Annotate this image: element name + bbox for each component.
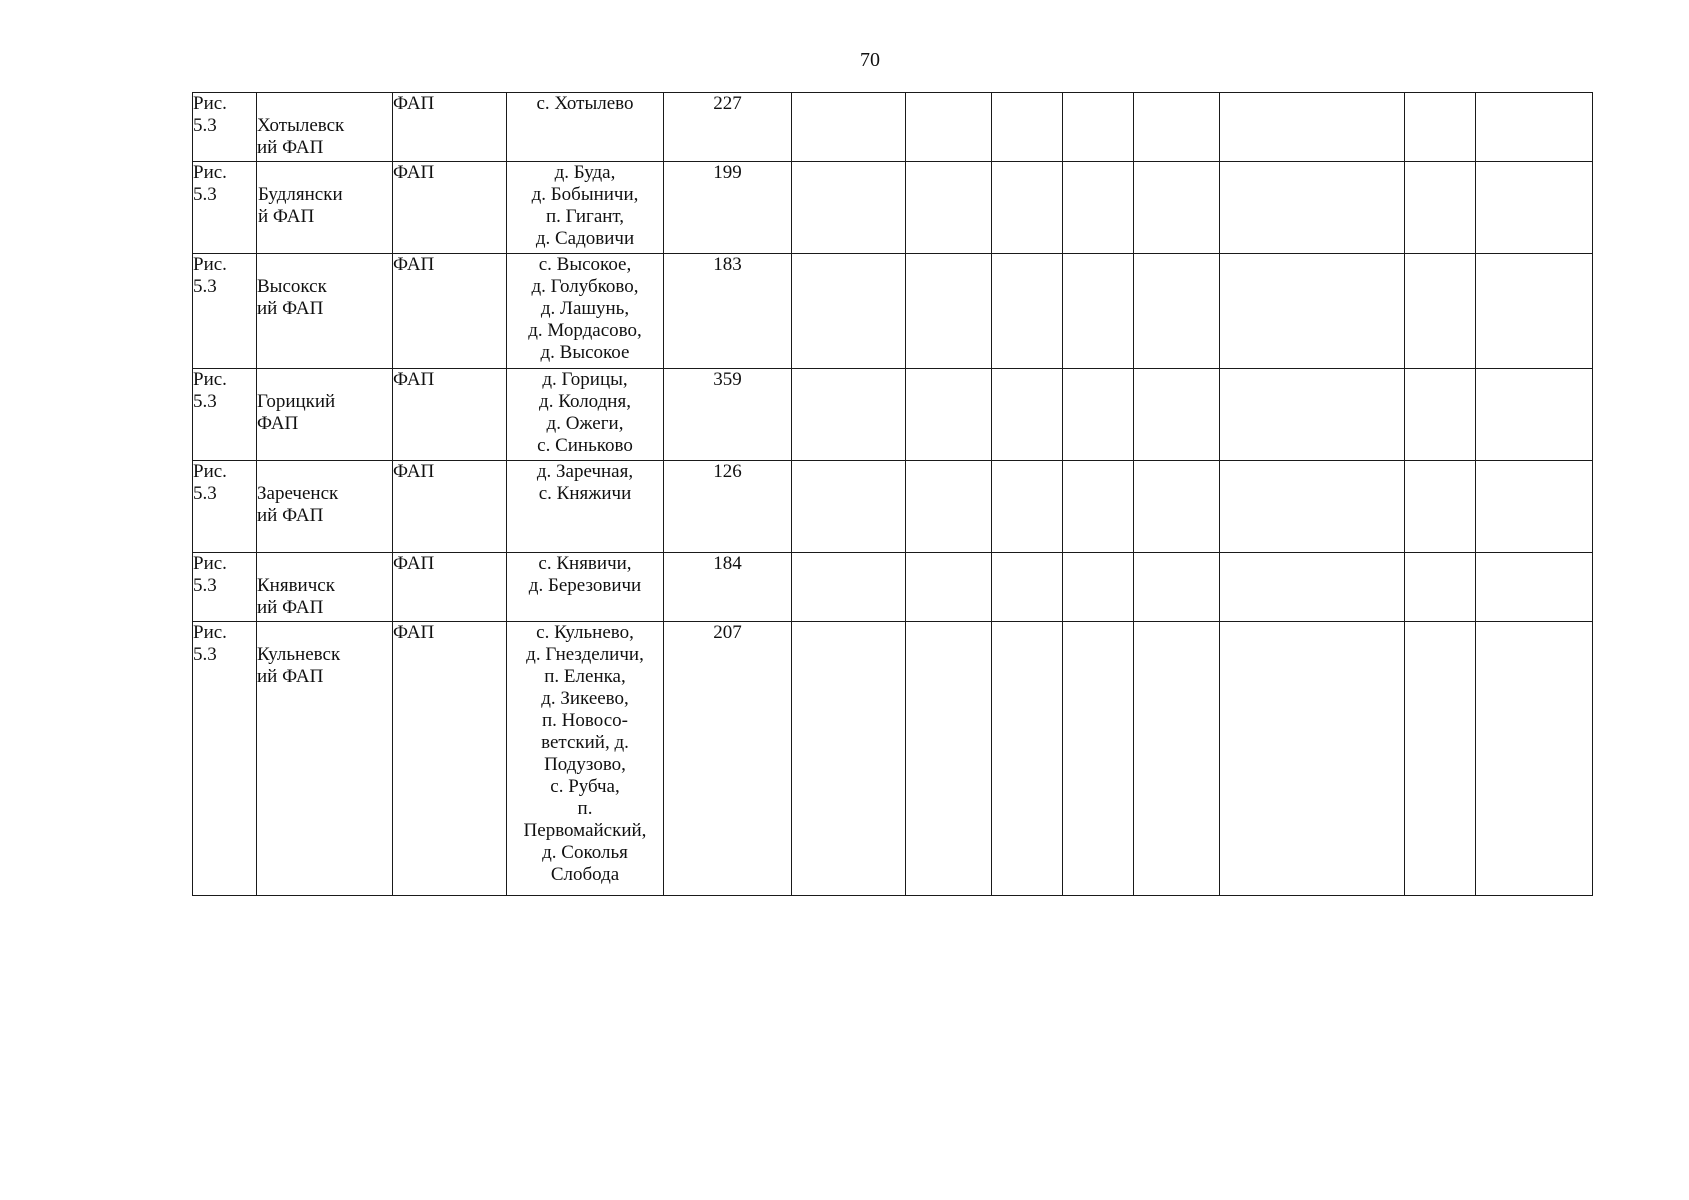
facility-name — [257, 276, 392, 320]
settlement-line: с. Княжичи — [538, 483, 632, 504]
settlement-line: д. Горицы, — [542, 369, 628, 390]
figure-ref-line: Рис. — [193, 369, 227, 390]
empty-cell — [1220, 622, 1405, 896]
empty-cell — [1405, 93, 1476, 162]
empty-cell — [1220, 461, 1405, 553]
settlement-line: с. Синьково — [537, 435, 633, 456]
empty-cell — [1063, 622, 1134, 896]
settlement-line: с. Княвичи, — [538, 553, 632, 574]
empty-cell — [1134, 553, 1220, 622]
facility-name-cell — [257, 553, 393, 622]
empty-cell — [992, 553, 1063, 622]
facility-name-line: ий ФАП — [257, 505, 324, 526]
empty-cell — [1063, 553, 1134, 622]
settlement-line: п. — [577, 798, 593, 819]
figure-ref-line: 5.3 — [193, 115, 217, 136]
empty-cell — [1063, 93, 1134, 162]
empty-cell — [792, 369, 906, 461]
empty-cell — [992, 369, 1063, 461]
settlements-cell — [507, 369, 664, 461]
empty-cell — [906, 93, 992, 162]
settlement-line: д. Бобыничи, — [531, 184, 639, 205]
empty-cell — [1405, 622, 1476, 896]
empty-cell — [792, 622, 906, 896]
settlement-line: с. Высокое, — [538, 254, 632, 275]
population-cell: 183 — [664, 254, 792, 369]
table-row — [193, 93, 1593, 162]
empty-cell — [1134, 162, 1220, 254]
empty-cell — [1134, 369, 1220, 461]
settlement-line: д. Голубково, — [531, 276, 639, 297]
settlements-cell — [507, 553, 664, 622]
empty-cell — [792, 93, 906, 162]
figure-ref-line: Рис. — [193, 461, 227, 482]
facility-type-cell: ФАП — [393, 162, 507, 254]
settlement-line: с. Хотылево — [536, 93, 634, 114]
facility-name-cell — [257, 254, 393, 369]
empty-cell — [1476, 461, 1593, 553]
empty-cell — [1063, 369, 1134, 461]
population-cell: 359 — [664, 369, 792, 461]
settlement-line: д. Колодня, — [539, 391, 631, 412]
empty-cell — [1063, 162, 1134, 254]
settlement-line: Слобода — [550, 864, 620, 885]
settlement-line: д. Буда, — [554, 162, 616, 183]
facility-name-line: ий ФАП — [257, 666, 324, 687]
settlements-cell — [507, 461, 664, 553]
population-cell: 227 — [664, 93, 792, 162]
figure-ref-cell — [193, 461, 257, 553]
figure-ref-cell — [193, 93, 257, 162]
settlement-line: д. Мордасово, — [528, 320, 642, 341]
table-body — [193, 93, 1593, 896]
facility-name-line: Горицкий — [257, 391, 336, 412]
facility-name — [257, 391, 392, 435]
settlement-line: д. Ожеги, — [546, 413, 624, 434]
settlements-cell — [507, 622, 664, 896]
empty-cell — [1405, 461, 1476, 553]
settlement-line: ветский, д. — [541, 732, 629, 753]
figure-ref-line: Рис. — [193, 553, 227, 574]
settlement-line: д. Березовичи — [528, 575, 642, 596]
facility-name-cell — [257, 622, 393, 896]
table-row — [193, 553, 1593, 622]
figure-ref-line: 5.3 — [193, 391, 217, 412]
settlement-line: п. Новосо- — [542, 710, 628, 731]
figure-ref-line: Рис. — [193, 254, 227, 275]
facility-name-line: й ФАП — [258, 206, 315, 227]
facility-name-line: Кульневск — [257, 644, 341, 665]
settlement-line: д. Садовичи — [535, 228, 635, 249]
settlement-line: с. Кульнево, — [536, 622, 634, 643]
table-row — [193, 162, 1593, 254]
empty-cell — [1220, 553, 1405, 622]
empty-cell — [1405, 369, 1476, 461]
empty-cell — [1476, 553, 1593, 622]
settlement-line: д. Лашунь, — [540, 298, 630, 319]
empty-cell — [992, 254, 1063, 369]
population-cell: 207 — [664, 622, 792, 896]
page-number: 70 — [860, 49, 880, 71]
facility-name-cell — [257, 93, 393, 162]
settlement-line: д. Высокое — [540, 342, 630, 363]
empty-cell — [792, 254, 906, 369]
facility-name-line: Высокск — [257, 276, 327, 297]
empty-cell — [792, 461, 906, 553]
figure-ref-cell — [193, 622, 257, 896]
settlement-line: п. Гигант, — [545, 206, 625, 227]
empty-cell — [906, 622, 992, 896]
facility-name-line: Княвичск — [257, 575, 335, 596]
empty-cell — [1063, 254, 1134, 369]
settlement-line: д. Гнезделичи, — [526, 644, 644, 665]
figure-ref-cell — [193, 162, 257, 254]
settlement-line: д. Заречная, — [536, 461, 634, 482]
figure-ref-cell — [193, 369, 257, 461]
population-cell: 126 — [664, 461, 792, 553]
empty-cell — [1220, 93, 1405, 162]
facility-name-cell — [257, 461, 393, 553]
population-cell: 199 — [664, 162, 792, 254]
figure-ref-line: Рис. — [193, 93, 227, 114]
settlements-cell — [507, 93, 664, 162]
settlements-cell — [507, 254, 664, 369]
table-row — [193, 254, 1593, 369]
empty-cell — [992, 622, 1063, 896]
empty-cell — [1476, 622, 1593, 896]
figure-ref-cell — [193, 254, 257, 369]
figure-ref-cell — [193, 553, 257, 622]
empty-cell — [1220, 254, 1405, 369]
empty-cell — [992, 461, 1063, 553]
facility-name-cell — [257, 162, 393, 254]
empty-cell — [906, 162, 992, 254]
empty-cell — [792, 553, 906, 622]
empty-cell — [1134, 93, 1220, 162]
facility-name-line: ий ФАП — [257, 137, 324, 158]
facility-name-line: ий ФАП — [257, 298, 324, 319]
empty-cell — [1063, 461, 1134, 553]
facilities-table — [192, 92, 1593, 896]
empty-cell — [1476, 162, 1593, 254]
table-row — [193, 622, 1593, 896]
table-row — [193, 369, 1593, 461]
facility-name-line: ФАП — [257, 413, 299, 434]
empty-cell — [1220, 162, 1405, 254]
facility-name-line: Будлянски — [258, 184, 343, 205]
empty-cell — [906, 369, 992, 461]
facility-name — [257, 575, 392, 619]
settlement-line: Первомайский, — [523, 820, 647, 841]
population-cell: 184 — [664, 553, 792, 622]
empty-cell — [906, 553, 992, 622]
facility-name-cell — [257, 369, 393, 461]
empty-cell — [1405, 254, 1476, 369]
empty-cell — [1476, 93, 1593, 162]
empty-cell — [906, 461, 992, 553]
facility-type-cell: ФАП — [393, 254, 507, 369]
empty-cell — [792, 162, 906, 254]
facility-type-cell: ФАП — [393, 461, 507, 553]
figure-ref-line: Рис. — [193, 162, 227, 183]
figure-ref-line: 5.3 — [193, 276, 217, 297]
empty-cell — [992, 162, 1063, 254]
empty-cell — [906, 254, 992, 369]
facility-type-cell: ФАП — [393, 93, 507, 162]
figure-ref-line: 5.3 — [193, 644, 217, 665]
figure-ref-line: 5.3 — [193, 575, 217, 596]
settlement-line: с. Рубча, — [550, 776, 620, 797]
facility-name — [257, 644, 392, 688]
facility-type-cell: ФАП — [393, 622, 507, 896]
facility-name-line: Хотылевск — [257, 115, 345, 136]
empty-cell — [992, 93, 1063, 162]
empty-cell — [1220, 369, 1405, 461]
settlement-line: п. Еленка, — [544, 666, 626, 687]
empty-cell — [1405, 553, 1476, 622]
empty-cell — [1476, 369, 1593, 461]
facility-type-cell: ФАП — [393, 369, 507, 461]
figure-ref-line: Рис. — [193, 622, 227, 643]
settlement-line: Подузово, — [544, 754, 626, 775]
empty-cell — [1134, 254, 1220, 369]
settlements-cell — [507, 162, 664, 254]
figure-ref-line: 5.3 — [193, 483, 217, 504]
facility-name — [258, 184, 392, 228]
empty-cell — [1134, 622, 1220, 896]
figure-ref-line: 5.3 — [193, 184, 217, 205]
facility-type-cell: ФАП — [393, 553, 507, 622]
facility-name — [257, 115, 392, 159]
settlement-line: д. Соколья — [542, 842, 628, 863]
empty-cell — [1476, 254, 1593, 369]
empty-cell — [1134, 461, 1220, 553]
facility-name — [257, 483, 392, 527]
facility-name-line: Зареченск — [257, 483, 339, 504]
facility-name-line: ий ФАП — [257, 597, 324, 618]
empty-cell — [1405, 162, 1476, 254]
table-row — [193, 461, 1593, 553]
settlement-line: д. Зикеево, — [541, 688, 629, 709]
